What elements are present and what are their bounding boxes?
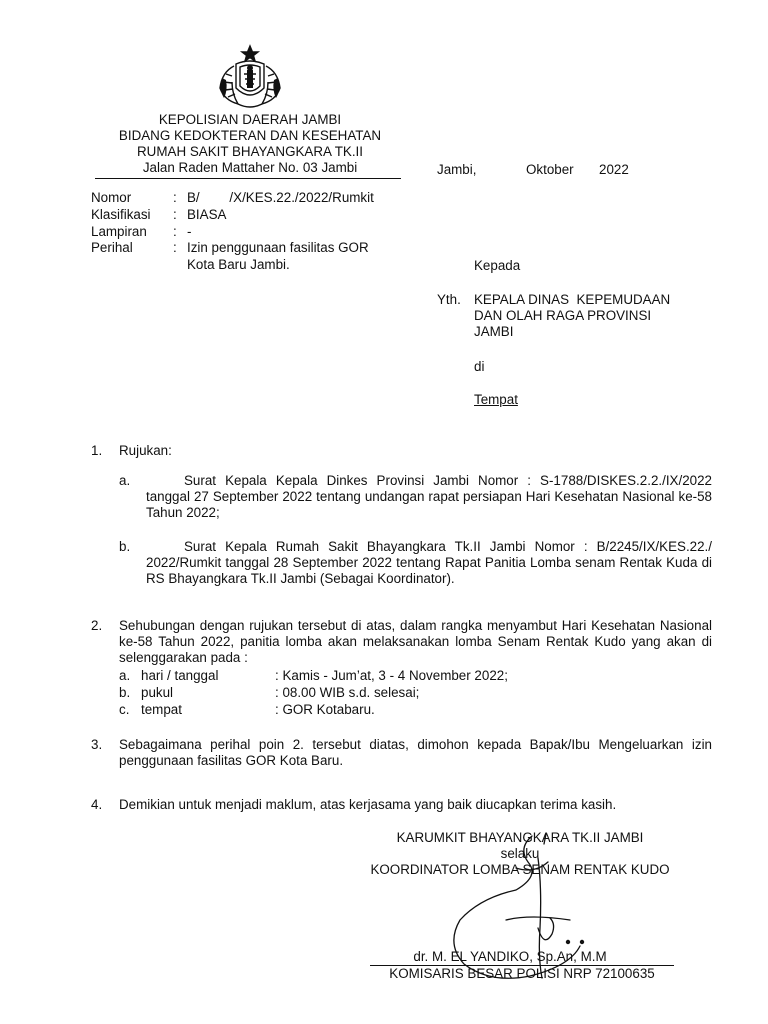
p1-number: 1. xyxy=(91,443,103,458)
p3-number: 3. xyxy=(91,737,103,752)
p2-text: Sehubungan dengan rujukan tersebut di atas, dalam rangka menyambut Hari Kesehatan Nasional ke-58 Tahun 2022, panitia lomba akan melaksanakan lomba Senam Rentak Kudo yang akan di selenggarakan pada : xyxy=(119,618,712,665)
meta-label: Perihal xyxy=(91,240,133,255)
meta-row-klasifikasi xyxy=(91,207,411,224)
p4-number: 4. xyxy=(91,797,103,812)
signature-title: KARUMKIT BHAYANGKARA TK.II JAMBI xyxy=(396,830,644,845)
p1a-letter: a. xyxy=(119,473,131,488)
meta-row-perihal xyxy=(91,240,411,274)
recipient-kepada: Kepada xyxy=(474,258,521,273)
recipient-line-1: KEPALA DINAS KEPEMUDAAN xyxy=(474,292,671,307)
schedule-row xyxy=(119,702,619,719)
schedule-label: hari / tanggal xyxy=(141,668,219,683)
p4-text: Demikian untuk menjadi maklum, atas kerjasama yang baik diucapkan terima kasih. xyxy=(119,797,617,812)
recipient-yth: Yth. xyxy=(437,292,461,307)
schedule-letter: b. xyxy=(119,685,131,700)
meta-sep: : xyxy=(173,190,177,205)
p3-text: Sebagaimana perihal poin 2. tersebut diatas, dimohon kepada Bapak/Ibu Mengeluarkan izin penggunaan fasilitas GOR Kota Baru. xyxy=(119,737,712,768)
p1-title: Rujukan: xyxy=(119,443,172,458)
recipient-address xyxy=(474,292,670,340)
meta-sep: : xyxy=(173,224,177,239)
date-year: 2022 xyxy=(599,162,629,177)
signatory-rank-wrap xyxy=(320,966,724,982)
schedule-value: : Kamis - Jum’at, 3 - 4 November 2022; xyxy=(275,668,508,683)
schedule-label: tempat xyxy=(141,702,182,717)
schedule-letter: c. xyxy=(119,702,130,717)
p1b-letter: b. xyxy=(119,539,131,554)
meta-sep: : xyxy=(173,240,177,255)
meta-value: BIASA xyxy=(187,207,227,222)
meta-row-lampiran xyxy=(91,224,411,240)
recipient-di: di xyxy=(474,359,485,374)
meta-label: Lampiran xyxy=(91,224,147,239)
signatory xyxy=(320,949,700,965)
date-city: Jambi, xyxy=(437,162,477,177)
schedule-label: pukul xyxy=(141,685,174,700)
schedule-value: : GOR Kotabaru. xyxy=(275,702,375,717)
signatory-name: dr. M. EL YANDIKO, Sp.An, M.M xyxy=(413,949,607,964)
signature-role: KOORDINATOR LOMBA SENAM RENTAK KUDO xyxy=(370,862,670,877)
meta-sep: : xyxy=(173,207,177,222)
meta-row-nomor xyxy=(91,190,411,207)
letterhead-line-2: BIDANG KEDOKTERAN DAN KESEHATAN xyxy=(118,128,382,143)
date-month: Oktober xyxy=(526,162,574,177)
recipient-line-2: DAN OLAH RAGA PROVINSI xyxy=(474,308,652,323)
header-divider xyxy=(95,178,401,179)
recipient-line-3: JAMBI xyxy=(474,324,514,339)
schedule-letter: a. xyxy=(119,668,131,683)
meta-value: B/ /X/KES.22./2022/Rumkit xyxy=(187,190,374,205)
meta-value: Izin penggunaan fasilitas GOR xyxy=(187,240,369,255)
meta-label: Klasifikasi xyxy=(91,207,151,222)
letterhead xyxy=(85,112,415,176)
police-emblem-icon xyxy=(214,44,286,114)
p1a-text: Surat Kepala Kepala Dinkes Provinsi Jambi Nomor : S-1788/DISKES.2.2./IX/2022 tanggal 27 September 2022 tentang undangan rapat persiapan Hari Kesehatan Nasional ke-58 Tahun 2022; xyxy=(146,473,712,520)
signature-selaku: selaku xyxy=(500,846,540,861)
meta-value: - xyxy=(187,224,192,239)
letterhead-address: Jalan Raden Mattaher No. 03 Jambi xyxy=(142,160,358,175)
meta-label: Nomor xyxy=(91,190,132,205)
letterhead-line-1: KEPOLISIAN DAERAH JAMBI xyxy=(158,112,342,127)
letter-meta xyxy=(91,190,411,274)
schedule-row xyxy=(119,685,619,702)
signatory-rank: KOMISARIS BESAR POLISI NRP 72100635 xyxy=(389,966,655,981)
letterhead-line-3: RUMAH SAKIT BHAYANGKARA TK.II xyxy=(137,144,363,159)
meta-value-continued: Kota Baru Jambi. xyxy=(187,257,290,272)
p2-schedule xyxy=(119,668,619,719)
p1b-text: Surat Kepala Rumah Sakit Bhayangkara Tk.II Jambi Nomor : B/2245/IX/KES.22./ 2022/Rumkit tanggal 28 September 2022 tentang Rapat Panitia Lomba senam Rentak Kuda di RS Bhayangkara Tk.II Jambi (Sebagai Koordinator). xyxy=(146,539,712,586)
schedule-value: : 08.00 WIB s.d. selesai; xyxy=(275,685,420,700)
schedule-row xyxy=(119,668,619,685)
p2-number: 2. xyxy=(91,618,103,633)
recipient-tempat: Tempat xyxy=(474,392,518,407)
